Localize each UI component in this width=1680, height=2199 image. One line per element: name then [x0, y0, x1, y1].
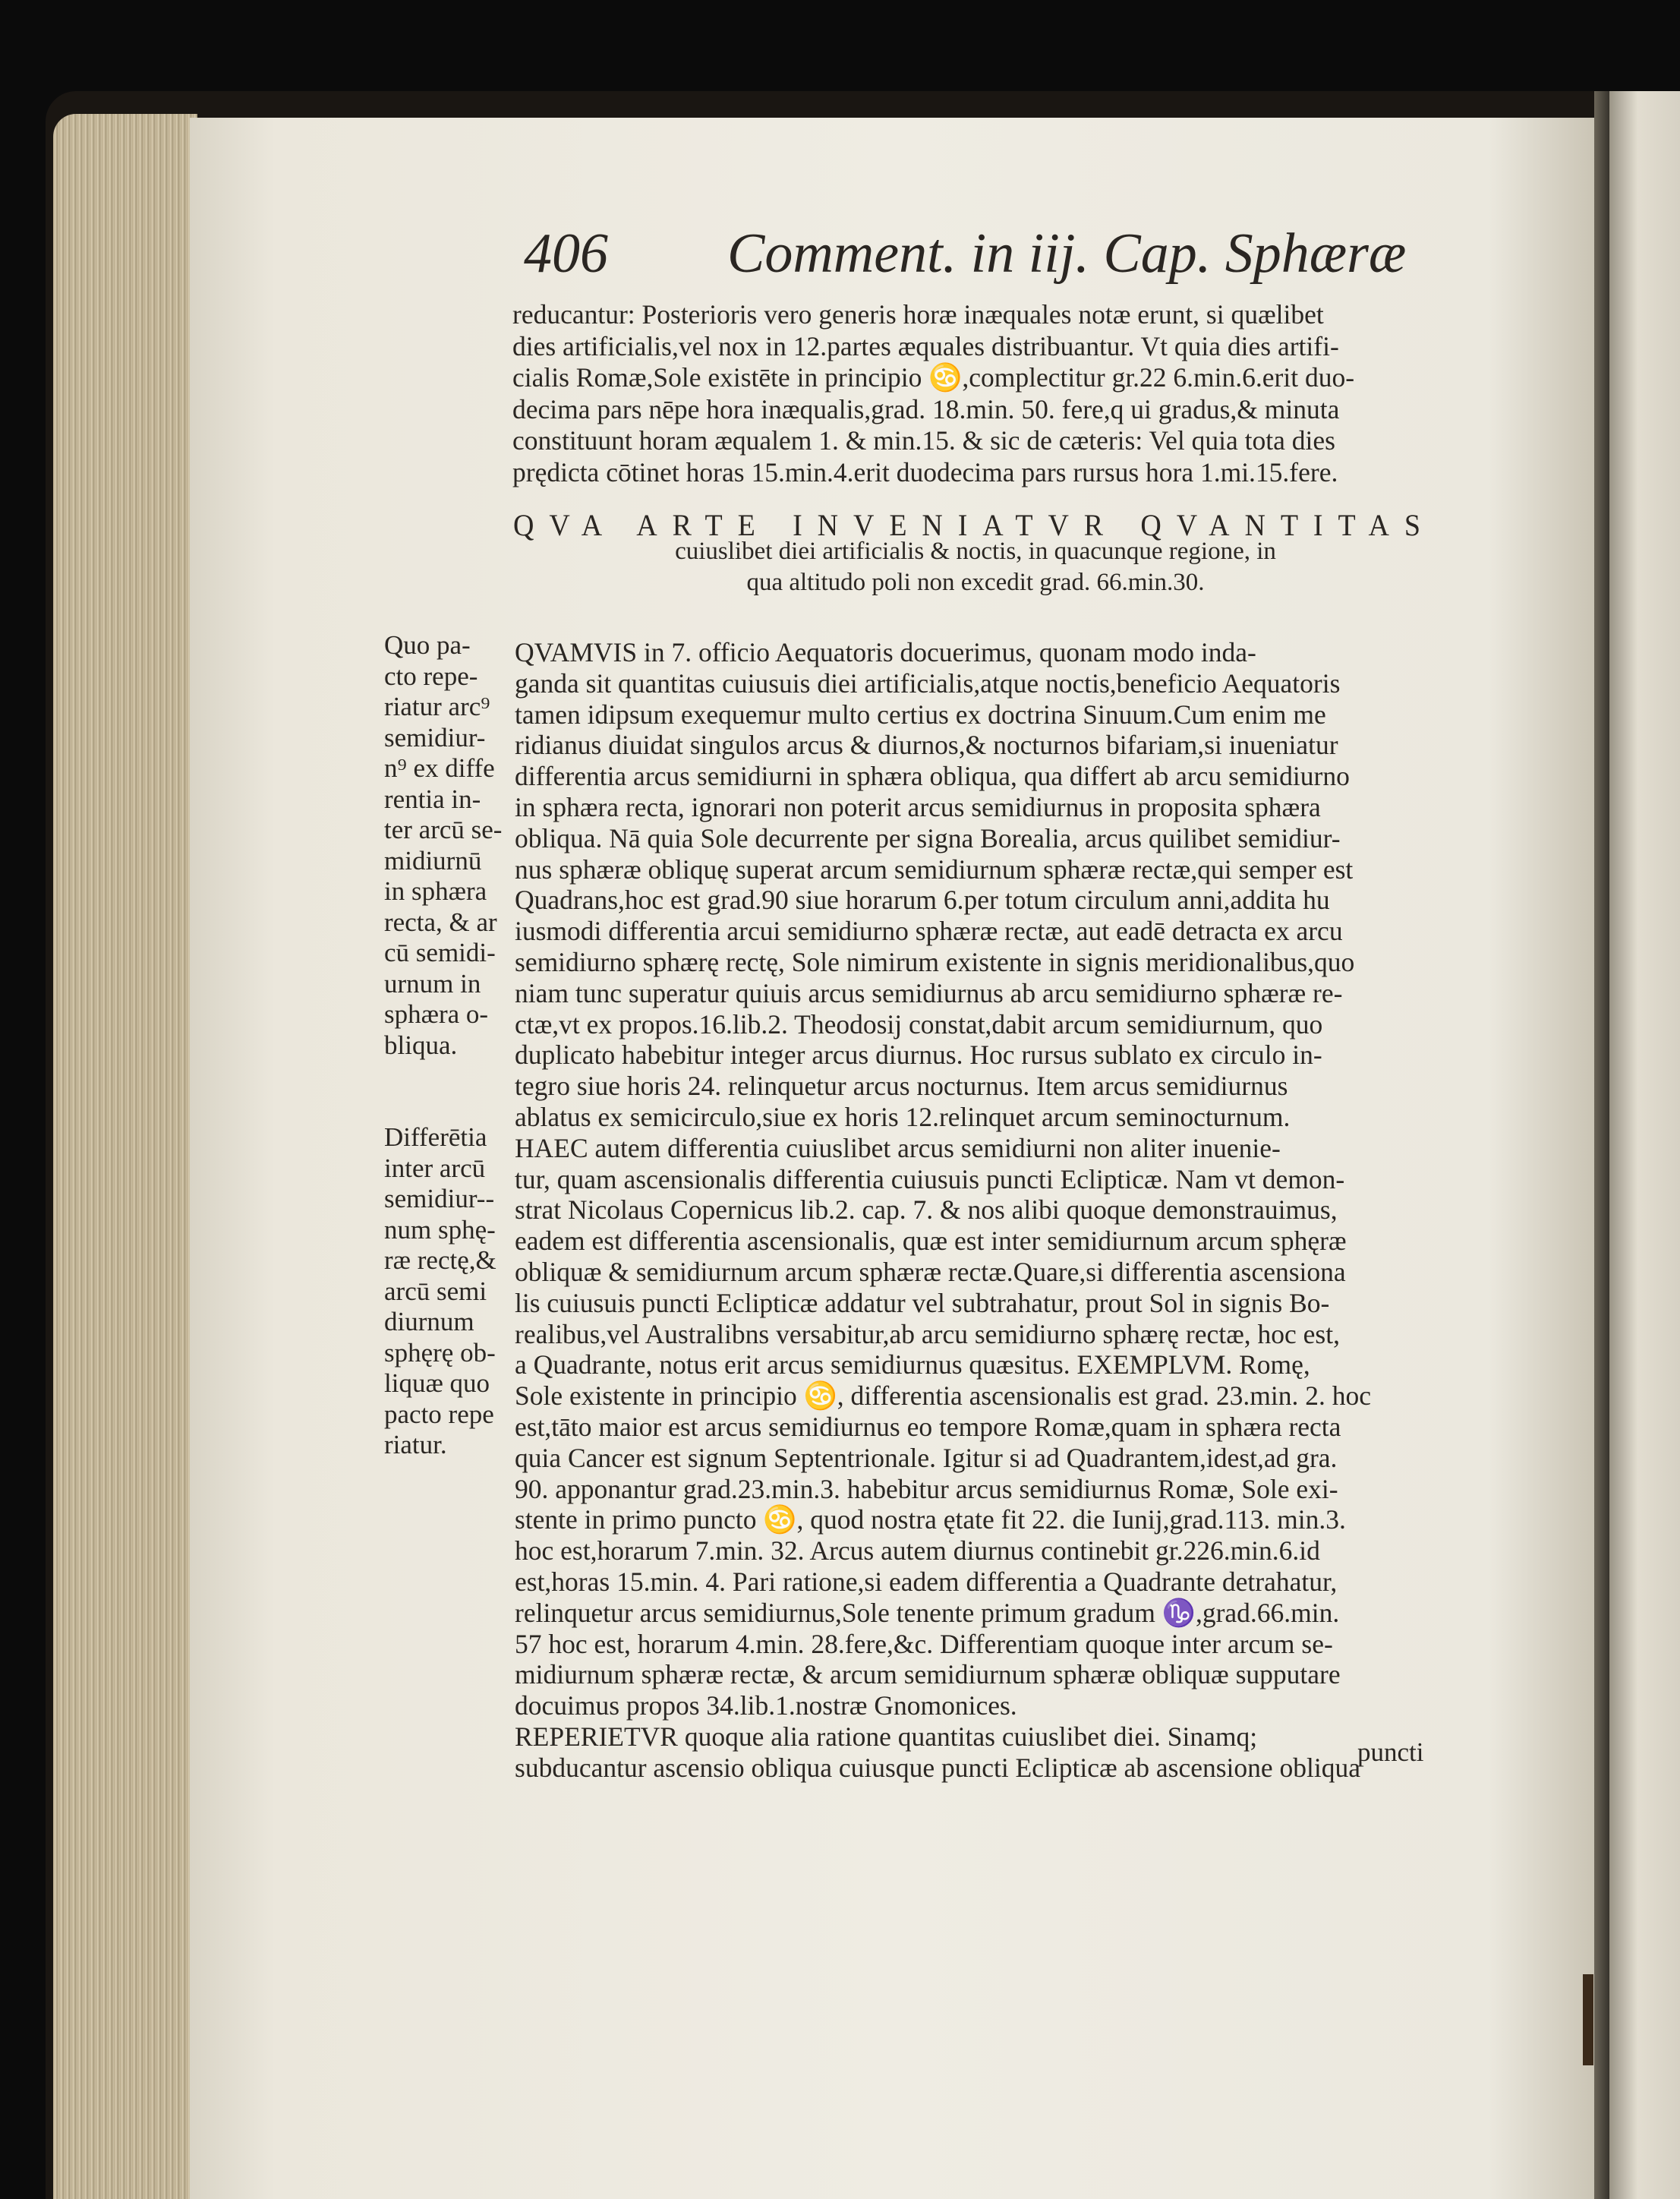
- text-line: Sole existente in principio ♋, differentia ascensionalis est grad. 23.min. 2. hoc: [515, 1380, 1372, 1412]
- text-line: est,horas 15.min. 4. Pari ratione,si eadem differentia a Quadrante detrahatur,: [515, 1566, 1338, 1597]
- text-line: ganda sit quantitas cuiusuis diei artificialis,atque noctis,beneficio Aequatoris: [515, 667, 1341, 699]
- page-number: 406: [524, 222, 608, 285]
- note-line: semidiur--: [384, 1184, 495, 1213]
- note-line: pacto repe: [384, 1399, 494, 1429]
- note-line: rentia in-: [384, 784, 481, 814]
- text-line: semidiurno sphærę rectę, Sole nimirum existente in signis meridionalibus,quo: [515, 946, 1355, 977]
- note-line: recta, & ar: [384, 907, 497, 937]
- page-header: [524, 222, 1407, 290]
- text-line: est,tāto maior est arcus semidiurnus eo tempore Romæ,quam in sphæra recta: [515, 1411, 1341, 1442]
- text-line: stente in primo puncto ♋, quod nostra ętate fit 22. die Iunij,grad.113. min.3.: [515, 1504, 1346, 1535]
- text-line: ablatus ex semicirculo,siue ex horis 12.relinquet arcum seminocturnum.: [515, 1101, 1291, 1132]
- heading-line: qua altitudo poli non excedit grad. 66.min.30.: [746, 569, 1205, 596]
- note-line: in sphæra: [384, 876, 487, 906]
- note-line: semidiur-: [384, 722, 486, 752]
- text-line: lis cuiusuis puncti Eclipticæ addatur vel subtrahatur, prout Sol in signis Bo-: [515, 1287, 1330, 1318]
- text-line: eadem est differentia ascensionalis, quæ est inter semidiurnum arcum sphęræ: [515, 1226, 1347, 1257]
- text-line: tegro siue horis 24. relinquetur arcus nocturnus. Item arcus semidiurnus: [515, 1071, 1288, 1102]
- text-line: quia Cancer est signum Septentrionale. Igitur si ad Quadrantem,idest,ad gra.: [515, 1442, 1338, 1473]
- note-line: ter arcū se-: [384, 815, 503, 844]
- note-line: sphęrę ob-: [384, 1337, 496, 1368]
- main-text: [515, 639, 1433, 1816]
- catchword: puncti: [1357, 1737, 1424, 1767]
- text-line: relinquetur arcus semidiurnus,Sole tenente primum gradum ♑,grad.66.min.: [515, 1597, 1340, 1628]
- text-line: HAEC autem differentia cuiuslibet arcus semidiurni non aliter inuenie-: [515, 1132, 1281, 1163]
- text-line: QVAMVIS in 7. officio Aequatoris docuerimus, quonam modo inda-: [515, 637, 1256, 667]
- note-line: num sphę-: [384, 1214, 496, 1245]
- note-line: midiurnū: [384, 845, 482, 875]
- note-line: ræ rectę,&: [384, 1245, 496, 1275]
- marginal-note: [384, 1124, 521, 1462]
- text-line: tamen idipsum exequemur multo certius ex doctrina Sinuum.Cum enim me: [515, 699, 1326, 730]
- text-line: dies artificialis,vel nox in 12.partes æquales distribuantur. Vt quia dies artifi-: [512, 330, 1339, 361]
- note-line: n⁹ ex diffe: [384, 753, 495, 783]
- text-line: obliquæ & semidiurnum arcum sphæræ rectæ.Quare,si differentia ascensiona: [515, 1256, 1346, 1287]
- text-line: decima pars nēpe hora inæqualis,grad. 18.min. 50. fere,q ui gradus,& minuta: [512, 393, 1340, 424]
- text-line: cialis Romæ,Sole existēte in principio ♋,complectitur gr.22 6.min.6.erit duo-: [512, 362, 1355, 393]
- facing-page-edge: [1609, 91, 1680, 2199]
- text-line: Quadrans,hoc est grad.90 siue horarum 6.per totum circulum anni,addita hu: [515, 885, 1330, 916]
- heading-line: cuiuslibet diei artificialis & noctis, in quacunque regione, in: [675, 538, 1276, 565]
- text-line: 57 hoc est, horarum 4.min. 28.fere,&c. Differentiam quoque inter arcum se-: [515, 1628, 1333, 1659]
- marginal-note: [384, 632, 521, 1062]
- note-line: cto repe-: [384, 661, 478, 691]
- text-line: differentia arcus semidiurni in sphæra obliqua, qua differt ab arcu semidiurno: [515, 761, 1350, 792]
- page-edges: [53, 114, 197, 2199]
- note-line: diurnum: [384, 1307, 474, 1336]
- section-subheading: [554, 539, 1397, 601]
- text-line: constituunt horam æqualem 1. & min.15. & sic de cæteris: Vel quia tota dies: [512, 425, 1335, 456]
- text-line: prędicta cōtinet horas 15.min.4.erit duodecima pars rursus hora 1.mi.15.fere.: [512, 456, 1338, 487]
- note-line: riatur.: [384, 1430, 447, 1459]
- note-line: cū semidi-: [384, 938, 496, 967]
- text-line: reducantur: Posterioris vero generis horæ inæquales notæ erunt, si quælibet: [512, 299, 1324, 330]
- running-title: Comment. in iij. Cap. Sphæræ: [727, 222, 1407, 285]
- note-line: sphæra o-: [384, 999, 489, 1029]
- text-line: midiurnum sphæræ rectæ, & arcum semidiurnum sphæræ obliquæ supputare: [515, 1659, 1341, 1690]
- text-line: ctæ,vt ex propos.16.lib.2. Theodosij constat,dabit arcum semidiurnum, quo: [515, 1008, 1323, 1040]
- text-line: iusmodi differentia arcui semidiurno sphæræ rectæ, aut eadē detracta ex arcu: [515, 916, 1343, 947]
- note-line: arcū semi: [384, 1276, 487, 1306]
- text-line: REPERIETVR quoque alia ratione quantitas cuiuslibet diei. Sinamq;: [515, 1721, 1258, 1752]
- text-line: realibus,vel Australibns versabitur,ab arcu semidiurno sphærę rectæ, hoc est,: [515, 1318, 1340, 1349]
- note-line: Quo pa-: [384, 630, 471, 660]
- note-line: Differētia: [384, 1122, 487, 1152]
- note-line: riatur arc⁹: [384, 692, 490, 721]
- text-line: tur, quam ascensionalis differentia cuiusuis puncti Eclipticæ. Nam vt demon-: [515, 1163, 1345, 1194]
- note-line: urnum in: [384, 968, 481, 999]
- text-line: niam tunc superatur quiuis arcus semidiurnus ab arcu semidiurno sphæræ re-: [515, 977, 1343, 1008]
- text-line: in sphæra recta, ignorari non poterit arcus semidiurnus in proposita sphæra: [515, 791, 1321, 822]
- text-line: duplicato habebitur integer arcus diurnus. Hoc rursus sublato ex circulo in-: [515, 1040, 1322, 1071]
- note-line: bliqua.: [384, 1030, 458, 1060]
- text-line: docuimus propos 34.lib.1.nostræ Gnomonices.: [515, 1690, 1017, 1721]
- text-line: hoc est,horarum 7.min. 32. Arcus autem diurnus continebit gr.226.min.6.id: [515, 1535, 1320, 1566]
- text-line: a Quadrante, notus erit arcus semidiurnus quæsitus. EXEMPLVM. Romę,: [515, 1349, 1310, 1380]
- lead-paragraph: [512, 301, 1431, 491]
- text-line: 90. apponantur grad.23.min.3. habebitur arcus semidiurnus Romæ, Sole exi-: [515, 1473, 1338, 1504]
- bookmark-ribbon: [1583, 1974, 1593, 2065]
- note-line: liquæ quo: [384, 1368, 490, 1398]
- text-line: strat Nicolaus Copernicus lib.2. cap. 7. & nos alibi quoque demonstrauimus,: [515, 1194, 1338, 1226]
- text-line: obliqua. Nā quia Sole decurrente per signa Borealia, arcus quilibet semidiur-: [515, 822, 1341, 853]
- text-line: [515, 1785, 1433, 1811]
- text-line: nus sphæræ obliquę superat arcum semidiurnum sphæræ rectæ,qui semper est: [515, 853, 1354, 885]
- text-line: ridianus diuidat singulos arcus & diurnos,& nocturnos bifariam,si inueniatur: [515, 730, 1338, 761]
- note-line: inter arcū: [384, 1153, 486, 1183]
- text-line: subducantur ascensio obliqua cuiusque puncti Eclipticæ ab ascensione obliqua: [515, 1752, 1361, 1783]
- section-heading: QVA ARTE INVENIATVR QVANTITAS: [513, 508, 1436, 542]
